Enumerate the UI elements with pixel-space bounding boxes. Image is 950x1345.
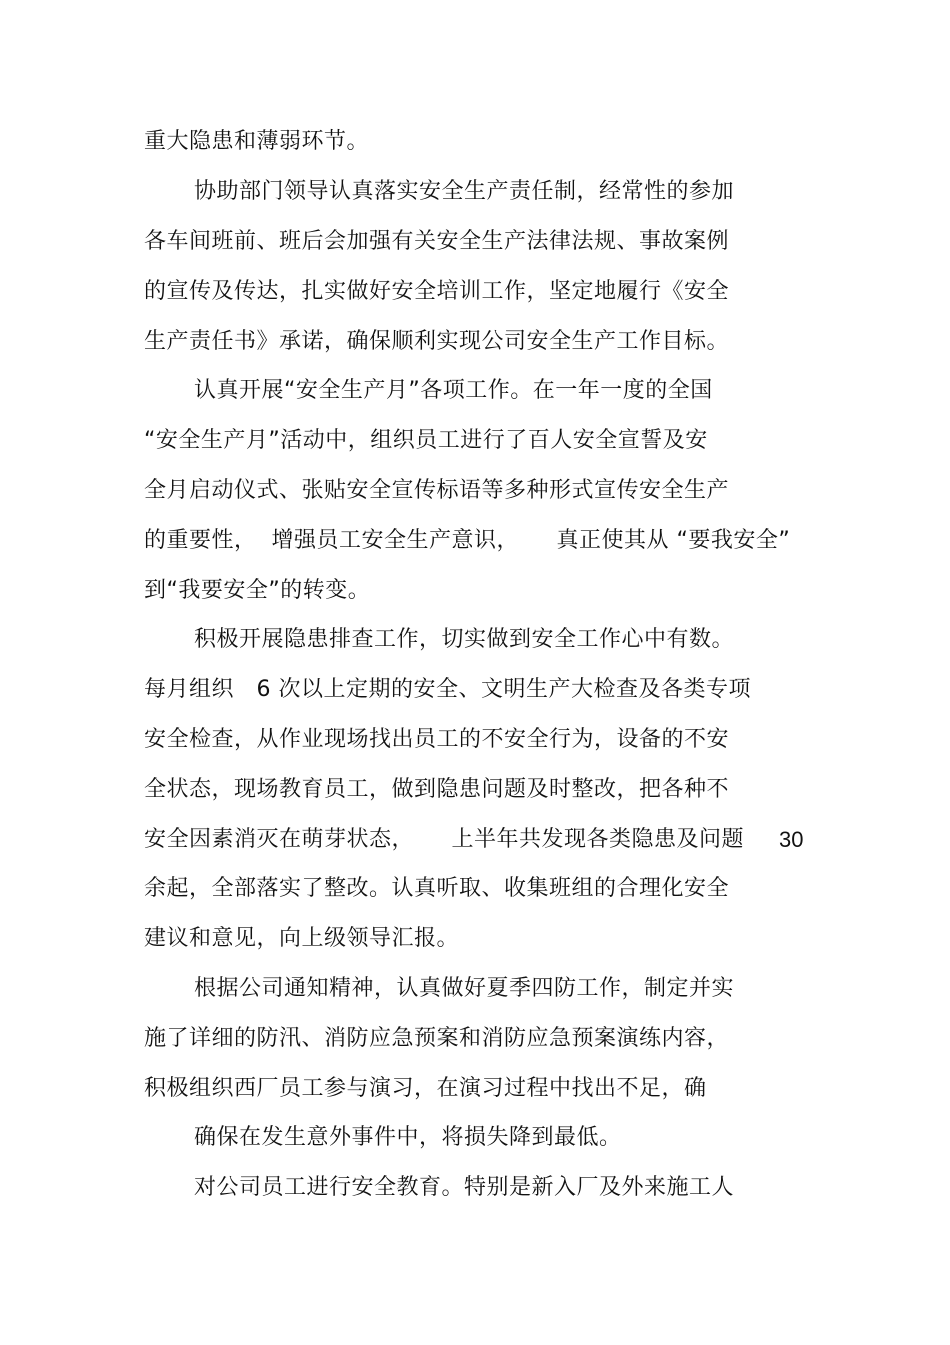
text-line: 认真开展“安全生产月”各项工作。在一年一度的全国 [194,378,713,403]
text-line: 对公司员工进行安全教育。特别是新入厂及外来施工人 [194,1175,735,1200]
text-line: 的重要性， 增强员工安全生产意识， 真正使其从 “要我安全” [144,528,791,553]
hazard-count: 30 [779,827,804,852]
text-line: 到“我要安全”的转变。 [144,578,371,603]
text-line: 的宣传及传达，扎实做好安全培训工作，坚定地履行《安全 [144,279,730,304]
text-line: 重大隐患和薄弱环节。 [144,129,370,154]
text-line: 确保在发生意外事件中，将损失降到最低。 [194,1125,622,1150]
text-line: 积极开展隐患排查工作，切实做到安全工作心中有数。 [194,627,735,652]
text-line: 协助部门领导认真落实安全生产责任制，经常性的参加 [194,179,735,204]
text-line: 根据公司通知精神，认真做好夏季四防工作，制定并实 [194,976,735,1001]
text-line: 安全因素消灭在萌芽状态， 上半年共发现各类隐患及问题 [144,827,744,852]
text-line: 安全检查，从作业现场找出员工的不安全行为，设备的不安 [144,727,730,752]
text-line: 生产责任书》承诺，确保顺利实现公司安全生产工作目标。 [144,329,730,354]
text-line: “安全生产月”活动中，组织员工进行了百人安全宣誓及安 [144,428,708,453]
text-line: 全月启动仪式、张贴安全宣传标语等多种形式宣传安全生产 [144,478,730,503]
text-line: 施了详细的防汛、消防应急预案和消防应急预案演练内容， [144,1026,730,1051]
text-line: 每月组织 6 次以上定期的安全、文明生产大检查及各类专项 [144,677,751,702]
text-line: 各车间班前、班后会加强有关安全生产法律法规、事故案例 [144,229,730,254]
text-line: 余起，全部落实了整改。认真听取、收集班组的合理化安全 [144,876,730,901]
text-line: 建议和意见，向上级领导汇报。 [144,926,460,951]
text-line: 全状态，现场教育员工，做到隐患问题及时整改，把各种不 [144,777,730,802]
text-line: 积极组织西厂员工参与演习，在演习过程中找出不足，确 [144,1076,707,1101]
